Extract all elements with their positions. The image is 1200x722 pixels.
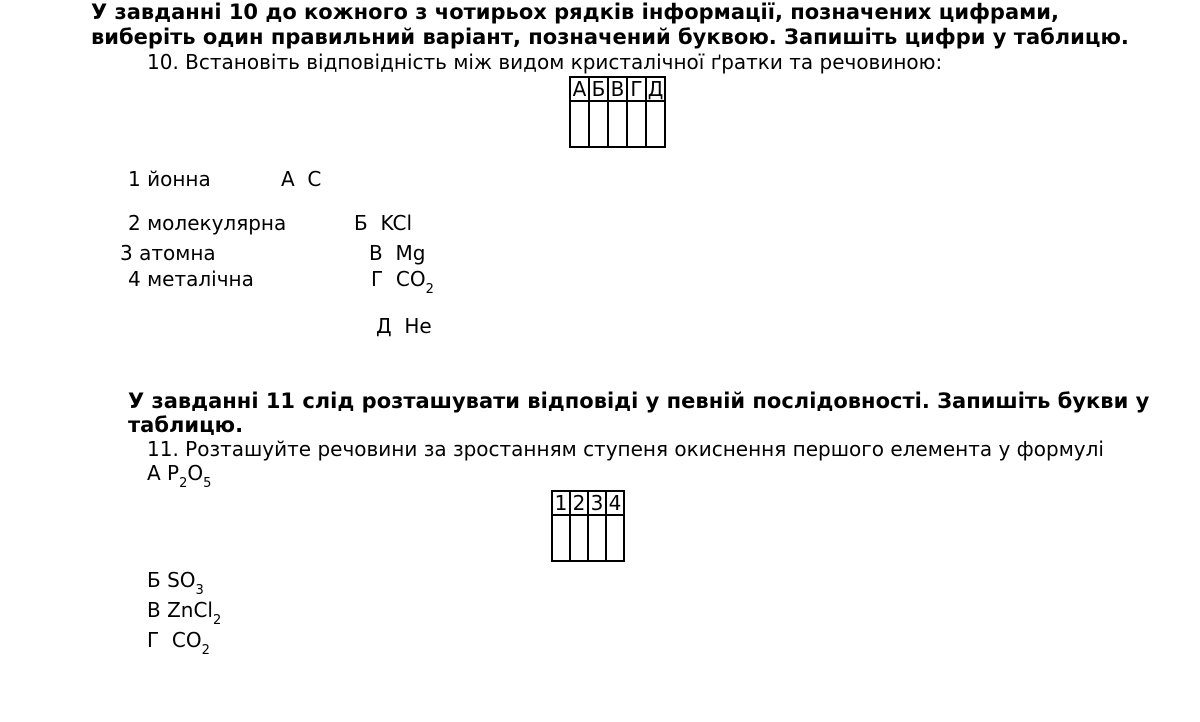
answer-header-b: Б <box>589 77 608 101</box>
sequence-header-2: 2 <box>570 491 588 515</box>
right-item-a: А С <box>281 167 322 191</box>
answer-header-g: Г <box>627 77 646 101</box>
option-v: В ZnCl$_2$ <box>147 598 222 628</box>
left-item-1: 1 йонна <box>128 167 211 191</box>
task11-instruction-line2: таблицю. <box>128 413 244 437</box>
task11-question: 11. Розташуйте речовини за зростанням ступеня окиснення першого елемента у формулі <box>147 437 1104 461</box>
sequence-cell[interactable] <box>606 515 624 561</box>
left-item-2: 2 молекулярна <box>128 211 287 235</box>
sequence-cell[interactable] <box>552 515 570 561</box>
task10-question: 10. Встановіть відповідність між видом кристалічної ґратки та речовиною: <box>147 50 943 74</box>
task11-answer-table <box>551 490 625 562</box>
task10-instruction-line1: У завданні 10 до кожного з чотирьох рядків інформації, позначених цифрами, <box>91 0 1059 24</box>
left-item-3: 3 атомна <box>120 241 216 265</box>
answer-cell[interactable] <box>627 101 646 147</box>
sequence-header-4: 4 <box>606 491 624 515</box>
right-item-g: Г $CO_2$ <box>371 267 434 297</box>
task11-instruction-line1: У завданні 11 слід розташувати відповіді у певній послідовності. Запишіть букви у <box>128 389 1150 413</box>
sequence-header-3: 3 <box>588 491 606 515</box>
answer-cell[interactable] <box>646 101 665 147</box>
option-b: Б $SO_3$ <box>147 568 204 598</box>
right-item-d: Д He <box>376 314 432 338</box>
left-item-4: 4 металічна <box>128 267 254 291</box>
answer-cell[interactable] <box>570 101 589 147</box>
answer-header-d: Д <box>647 77 664 101</box>
task10-instruction-line2: виберіть один правильний варіант, позначений буквою. Запишіть цифри у таблицю. <box>91 25 1129 49</box>
option-a: А $P_2O_5$ <box>147 461 212 491</box>
sequence-header-1: 1 <box>552 491 570 515</box>
sequence-cell[interactable] <box>588 515 606 561</box>
option-g: Г $CO_2$ <box>147 628 210 658</box>
answer-cell[interactable] <box>589 101 608 147</box>
answer-header-a: А <box>570 77 589 101</box>
answer-cell[interactable] <box>608 101 627 147</box>
sequence-cell[interactable] <box>570 515 588 561</box>
task10-answer-table <box>569 76 666 148</box>
right-item-v: В Mg <box>369 241 426 265</box>
right-item-b: Б KCl <box>354 211 412 235</box>
answer-header-v: В <box>608 77 627 101</box>
